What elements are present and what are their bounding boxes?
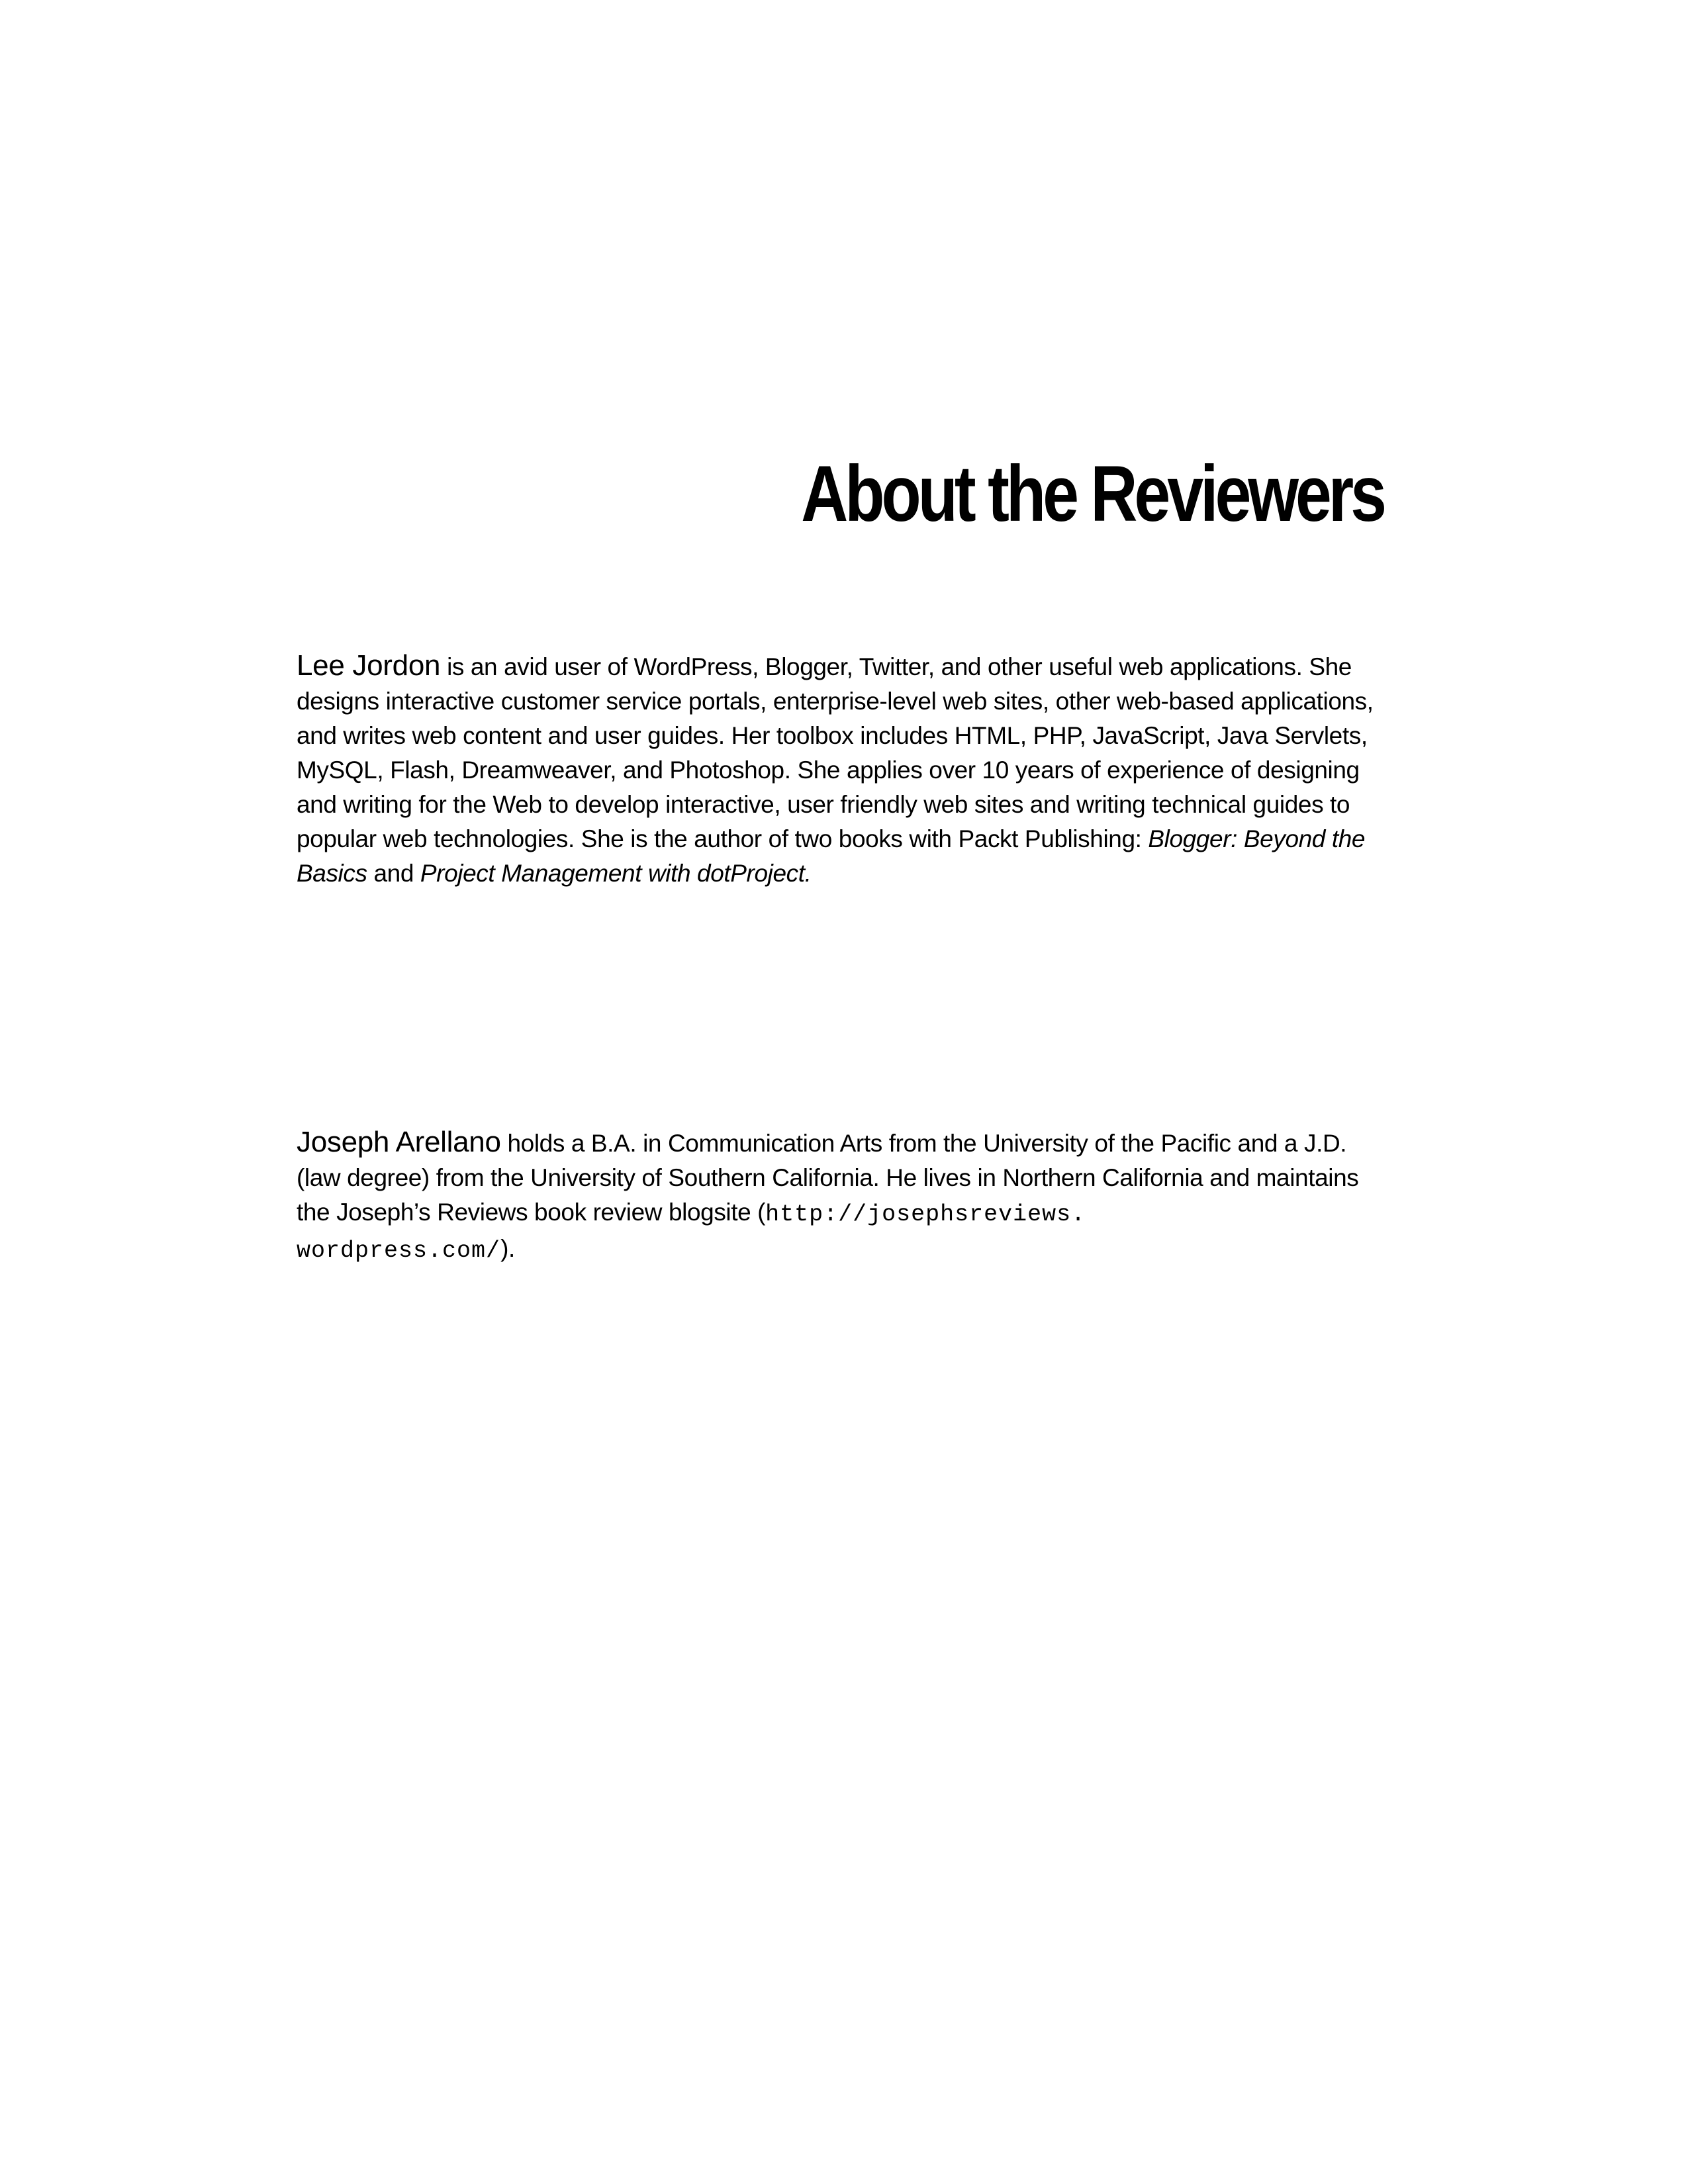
bio-connector: and — [367, 860, 420, 887]
book-title-blogger: Blogger: Beyond the Basics — [297, 825, 1366, 887]
reviewer-bio-joseph-arellano — [297, 1125, 1389, 1268]
reviewer-bio-text: is an avid user of WordPress, Blogger, Twitter, and other useful web applications. She designs interactive customer service portals, enterprise-level web sites, other web-based applications, and writes web content and user guides. Her toolbox includes HTML, PHP, JavaScript, Java Servlets, MySQL, Flash, Dreamweaver, and Photoshop. She applies over 10 years of experience of designing and writing for the Web to develop interactive, user friendly web sites and writing technical guides to popular web technologies. She is the author of two books with Packt Publishing: — [297, 653, 1374, 852]
book-title-project-management: Project Management with dotProject. — [420, 860, 812, 887]
blog-url-part-1: http://josephsreviews. — [765, 1201, 1086, 1228]
blog-url-part-2: wordpress.com/ — [297, 1238, 501, 1264]
reviewer-name: Joseph Arellano — [297, 1126, 501, 1158]
reviewer-name: Lee Jordon — [297, 649, 441, 682]
reviewer-bio-lee-jordon — [297, 649, 1389, 891]
reviewer-bio-text: holds a B.A. in Communication Arts from the University of the Pacific and a J.D. (law degree) from the University of Southern California. He lives in Northern California and maintains the Joseph’s Reviews book review blogsite ( — [297, 1130, 1359, 1226]
page-title: About the Reviewers — [801, 449, 1383, 538]
reviewer-bio-end: ). — [500, 1235, 515, 1262]
